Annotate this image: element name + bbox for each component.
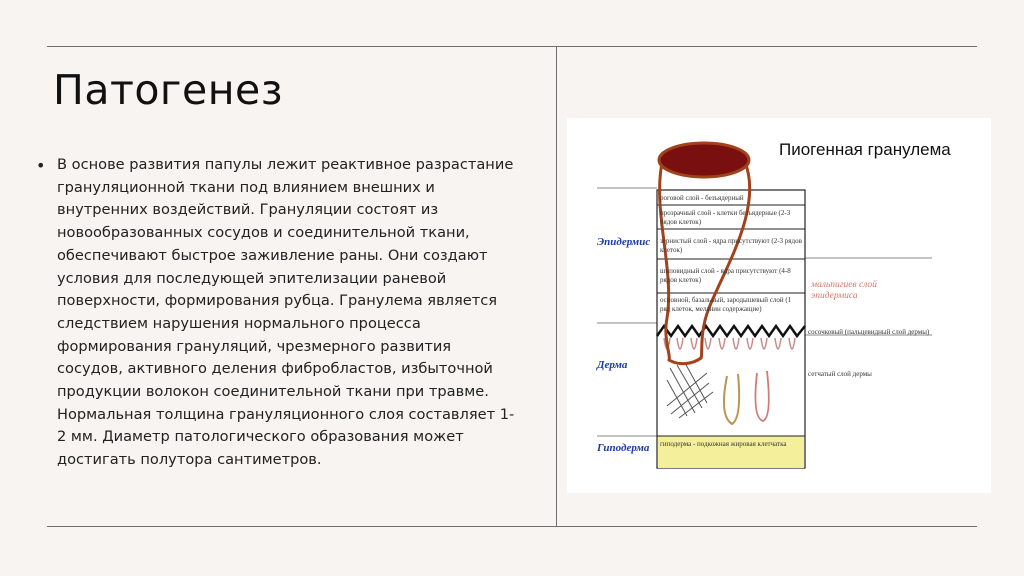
cell-hypodermis: гиподерма - подкожная жировая клетчатка [660,440,787,448]
label-dermis: Дерма [597,359,628,371]
papillary-label: сосочковый (пальцевидный слой дермы) [808,328,930,336]
bullet-marker: • [36,156,46,175]
cell-granular: зернистый слой - ядра присутствуют (2-3 рядов клеток) [660,237,802,254]
top-divider [47,46,977,47]
label-epidermis: Эпидермис [597,236,651,248]
cell-horny: роговой слой - безъядерный [660,194,744,202]
column-divider [556,46,557,527]
bullet-text: В основе развития папулы лежит реактивное разрастание грануляционной ткани под влиянием внешних и внутренних воздействий. Грануляции состоят из новообразованных сосудов и соединительной ткани, обеспечивают быстрое заживление раны. Они создают условия для последующей эпителизации раневой поверхности, формирования рубца. Гранулема является следствием нарушения нормального процесса формирования грануляций, чрезмерного развития сосудов, активного деления фибробластов, избыточной продукции волокон соединительной ткани при травме. Нормальная толщина грануляционного слоя составляет 1-2 мм. Диаметр патологического образования может достигать полутора сантиметров. [57,156,515,469]
slide-title: Патогенез [53,66,284,114]
cell-lucid: прозрачный слой - клетки безъядерные (2-3 рядов клеток) [660,209,791,226]
skin-diagram [567,118,991,493]
bottom-divider [47,526,977,527]
malpighian-annotation: мальпигиев слой эпидермиса [811,280,877,301]
cell-spinous: шиповидный слой - ядра присутствуют (4-8 рядов клеток) [660,267,791,284]
figure-title: Пиогенная гранулема [779,140,951,159]
cell-basal: основной, базальный, зародышевый слой (1 ряд клеток, меланин содержащие) [660,296,792,313]
label-hypodermis: Гиподерма [597,442,650,454]
reticular-label: сетчатый слой дермы [808,370,872,378]
